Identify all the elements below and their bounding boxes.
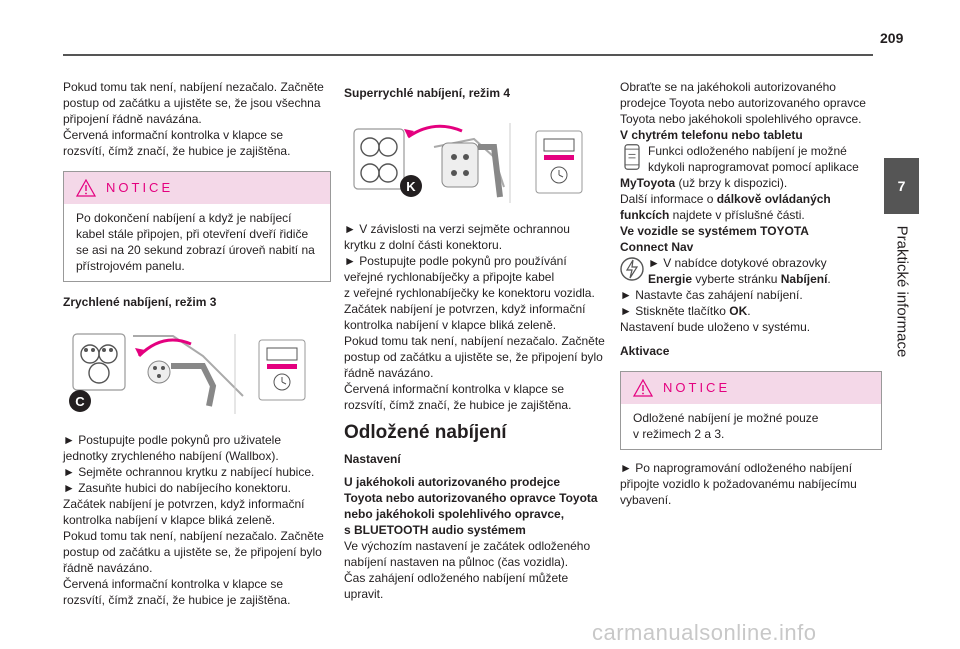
text-line: Začátek nabíjení je potvrzen, když informační (63, 497, 305, 511)
text-line: Čas zahájení odloženého nabíjení můžete (344, 571, 569, 585)
app-line (620, 175, 882, 191)
col2-bold-lines (344, 474, 612, 538)
text-line: nabíjení nastaven na půlnoc (čas vozidla). (344, 555, 569, 569)
text-fragment: vyberte stránku (692, 272, 781, 286)
text-line: veřejné rychlonabíječky a připojte kabel (344, 270, 555, 284)
text-line: ► Postupujte podle pokynů pro uživatele (63, 433, 282, 447)
page-number: 209 (880, 30, 904, 46)
section-heading: Superrychlé nabíjení, režim 4 (344, 86, 511, 100)
text-line: postup od začátku a ujistěte se, že připojení bylo (63, 545, 322, 559)
text-line: ► V závislosti na verzi sejměte ochrannou (344, 222, 570, 236)
column-1 (63, 79, 331, 608)
warning-triangle-icon (633, 379, 653, 397)
text-line: rozsvítí, čímž značí, že hubice je zajištěna. (63, 144, 291, 158)
section-title: Odložené nabíjení (344, 422, 507, 443)
text-line: Odložené nabíjení je možné pouze (633, 411, 819, 425)
text-line: v režimech 2 a 3. (633, 427, 725, 441)
energy-bolt-icon (620, 255, 644, 283)
fast-charging-connector-illustration-icon (344, 117, 612, 207)
text-line: kontrolka nabíjení v klapce bliká zeleně. (63, 513, 276, 527)
notice-header (621, 372, 881, 404)
step-2: ► Nastavte čas zahájení nabíjení. (620, 288, 803, 302)
text-line: jednotky zrychleného nabíjení (Wallbox). (63, 449, 279, 463)
notice-body (64, 204, 330, 281)
charging-figure-mode3 (63, 326, 331, 418)
text-line: přístrojovém panelu. (76, 259, 185, 273)
activation-heading: Aktivace (620, 344, 670, 358)
text-line: rozsvítí, čímž značí, že hubice je zajištěna. (344, 398, 572, 412)
text-line: vybavení. (620, 493, 672, 507)
bold-fragment: Nabíjení (780, 272, 828, 286)
text-line: Pokud tomu tak není, nabíjení nezačalo. Začněte (344, 334, 605, 348)
notice-box-2 (620, 371, 882, 450)
text-line: připojení řádně navázána. (63, 112, 202, 126)
phone-heading: V chytrém telefonu nebo tabletu (620, 128, 803, 142)
figure-badge-k: K (406, 179, 416, 194)
text-line: Ve výchozím nastavení je začátek odloženého (344, 539, 591, 553)
text-fragment: . (747, 304, 751, 318)
text-line: postup od začátku a ujistěte se, že připojení bylo (344, 350, 603, 364)
text-line: ► Sejměte ochrannou krytku z nabíjecí hubice. (63, 465, 315, 479)
text-line: s BLUETOOTH audio systémem (344, 523, 526, 537)
connect-row (620, 255, 882, 287)
phone-row (620, 143, 882, 175)
text-line: řádně navázáno. (63, 561, 153, 575)
connect-heading: Ve vozidle se systémem TOYOTA Connect Nav (620, 224, 809, 254)
text-fragment: ► Stiskněte tlačítko (620, 304, 730, 318)
text-line: nebo jakéhokoli spolehlivého opravce, (344, 507, 565, 521)
subsection-heading: Nastavení (344, 452, 401, 466)
text-line: z veřejné rychlonabíječky ke konektoru vozidla. (344, 286, 595, 300)
more-info-line (620, 191, 882, 207)
text-line: ► Po naprogramování odloženého nabíjení (620, 461, 853, 475)
col3-para-1 (620, 79, 882, 127)
text-line: krytku z dolní části konektoru. (344, 238, 503, 252)
charging-connector-illustration-icon (63, 326, 331, 418)
text-fragment: . (827, 272, 831, 286)
column-3 (620, 79, 882, 508)
text-line: U jakéhokoli autorizovaného prodejce (344, 475, 561, 489)
text-line: Pokud tomu tak není, nabíjení nezačalo. Začněte (63, 80, 324, 94)
bold-fragment: OK (729, 304, 748, 318)
bold-fragment: dálkově ovládaných (716, 192, 831, 206)
text-line: Pokud tomu tak není, nabíjení nezačalo. Začněte (63, 529, 324, 543)
figure-badge-c: C (75, 394, 85, 409)
col2-para-1 (344, 221, 612, 413)
phone-text (648, 143, 859, 175)
step-3 (620, 303, 882, 319)
text-fragment: Další informace o (620, 192, 717, 206)
saved-line: Nastavení bude uloženo v systému. (620, 320, 811, 334)
notice-box (63, 171, 331, 282)
app-name: MyToyota (620, 176, 676, 190)
section-heading: Zrychlené nabíjení, režim 3 (63, 295, 217, 309)
connect-text (648, 255, 831, 287)
smartphone-icon (620, 143, 644, 171)
text-line: Toyota nebo autorizovaného opravce Toyota (344, 491, 598, 505)
text-line: prodejce Toyota nebo autorizovaného opravce (620, 96, 866, 110)
notice-title: NOTICE (106, 180, 174, 195)
text-line: postup od začátku a ujistěte se, že jsou všechna (63, 96, 321, 110)
text-line: upravit. (344, 587, 384, 601)
text-line: rozsvítí, čímž značí, že hubice je zajištěna. (63, 593, 291, 607)
header-rule (63, 54, 873, 56)
text-line: ► Zasuňte hubici do nabíjecího konektoru. (63, 481, 292, 495)
text-line: kabel stále připojen, při otevření dveří řidiče (76, 227, 309, 241)
col1-para-2 (63, 432, 331, 608)
text-line: ► V nabídce dotykové obrazovky (648, 256, 827, 270)
column-2 (344, 79, 612, 602)
text-line: řádně navázáno. (344, 366, 434, 380)
notice-body (621, 404, 881, 449)
text-line: kontrolka nabíjení v klapce bliká zeleně. (344, 318, 557, 332)
text-line: Červená informační kontrolka v klapce se (344, 382, 565, 396)
watermark: carmanualsonline.info (592, 620, 817, 645)
charging-figure-mode4 (344, 117, 612, 207)
text-line: Červená informační kontrolka v klapce se (63, 577, 284, 591)
text-line: Začátek nabíjení je potvrzen, když informační (344, 302, 586, 316)
more-info-line-2 (620, 207, 882, 223)
chapter-number-tab: 7 (884, 158, 919, 214)
text-line: Obraťte se na jakéhokoli autorizovaného (620, 80, 836, 94)
bold-fragment: funkcích (620, 208, 670, 222)
text-line: ► Postupujte podle pokynů pro používání (344, 254, 567, 268)
text-fragment: najdete v příslušné části. (669, 208, 805, 222)
text-line: Funkci odloženého nabíjení je možné (648, 144, 847, 158)
chapter-title-text: Praktické informace (893, 225, 911, 357)
bold-fragment: Energie (648, 272, 693, 286)
text-line: Toyota nebo jakéhokoli spolehlivého opravce. (620, 112, 862, 126)
text-line: kdykoli naprogramovat pomocí aplikace (648, 160, 859, 174)
col3-para-end (620, 460, 882, 508)
text-line: se asi na 20 sekund zobrazí úroveň nabití na (76, 243, 315, 257)
warning-triangle-icon (76, 179, 96, 197)
col1-para-1 (63, 79, 331, 159)
text-line: Po dokončení nabíjení a když je nabíjecí (76, 211, 292, 225)
notice-title: NOTICE (663, 380, 731, 395)
text-line: připojte vozidlo k požadovanému nabíjecímu (620, 477, 857, 491)
text-line: Červená informační kontrolka v klapce se (63, 128, 284, 142)
notice-header (64, 172, 330, 204)
col2-para-2 (344, 538, 612, 602)
text-fragment: (už brzy k dispozici). (675, 176, 788, 190)
